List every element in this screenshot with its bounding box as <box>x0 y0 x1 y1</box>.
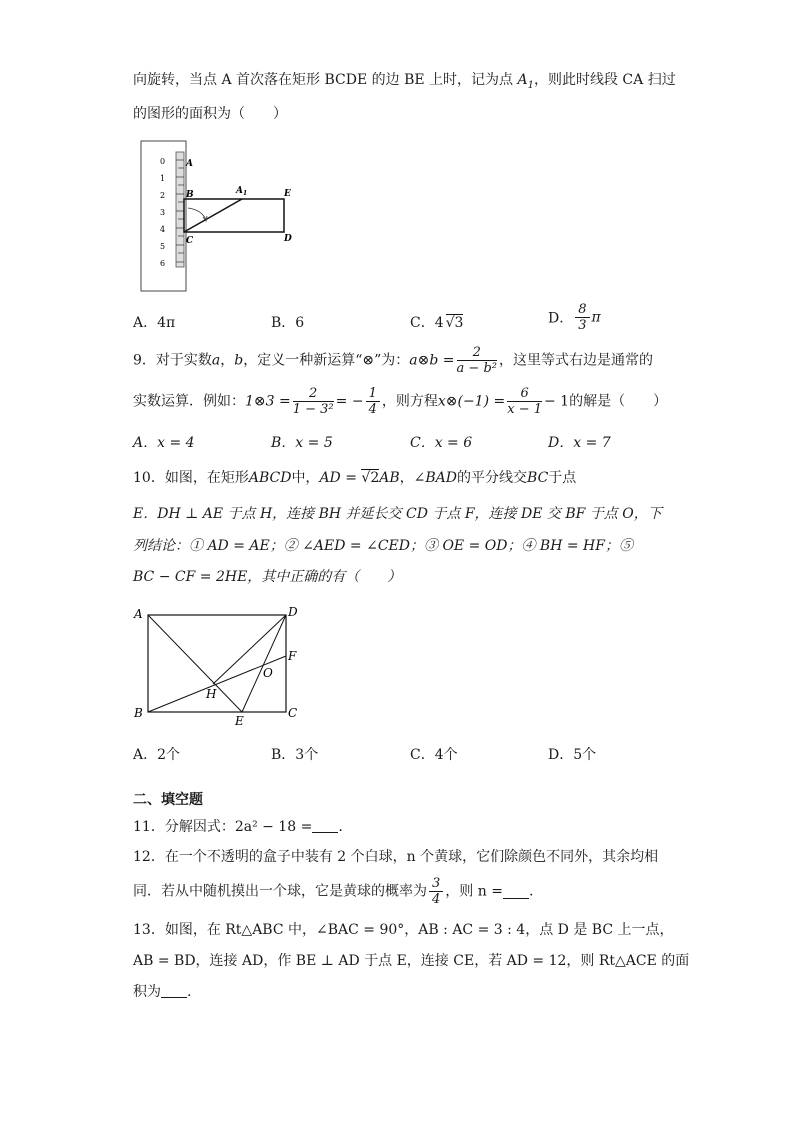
fig8-label-b: B <box>186 190 194 200</box>
q13-answer-blank[interactable] <box>161 983 187 998</box>
fig8-label-a: A <box>186 159 193 169</box>
q13-line3: 积为 . <box>133 984 192 1000</box>
section-heading-fill-in: 二、填空题 <box>133 792 203 808</box>
q8-line1: 向旋转，当点 A 首次落在矩形 BCDE 的边 BE 上时，记为点 $A_1$，则此时线段 CA 扫过 <box>133 72 676 91</box>
q8-option-a[interactable]: A．4π <box>133 315 176 331</box>
q13-line2: AB = BD，连接 AD，作 BE ⊥ AD 于点 E，连接 CE，若 AD = 12，则 Rt△ACE 的面 <box>133 953 690 969</box>
q9-option-a[interactable]: A．x = 4 <box>133 435 195 451</box>
ruler-tick-3: 3 <box>160 208 166 217</box>
q9-line2: 实数运算．例如：1⊗3 = $\frac{2}{\text{1 − 3²}}$ = − $\frac{1}{4}$ ，则方程x⊗(−1) = $\frac{6}{x - 1}$ − 1的解是（ ） <box>133 386 668 417</box>
fig10-label-h: H <box>206 687 217 701</box>
fig10-label-b: B <box>134 706 143 720</box>
q10-line4: BC − CF = 2HE，其中正确的有（ ） <box>133 569 402 585</box>
fig10-label-c: C <box>288 706 298 720</box>
q10-option-b[interactable]: B．3个 <box>271 747 319 763</box>
ruler-tick-5: 5 <box>160 242 166 251</box>
q9-line1: 9．对于实数a，b，定义一种新运算“⊗”为：a⊗b = $\frac{2}{\text{a − b²}}$ ，这里等式右边是通常的 <box>133 345 653 376</box>
q8-option-d[interactable]: D． $\frac{8}{3}$ π <box>548 302 601 333</box>
q10-line1: 10．如图，在矩形ABCD中，AD = √2AB，∠BAD的平分线交BC于点 <box>133 470 577 486</box>
q10-option-c[interactable]: C．4个 <box>410 747 458 763</box>
q10-option-a[interactable]: A．2个 <box>133 747 181 763</box>
ruler-tick-2: 2 <box>160 191 166 200</box>
fig8-label-e: E <box>284 189 291 199</box>
ruler-tick-1: 1 <box>160 174 166 183</box>
q9-option-b[interactable]: B．x = 5 <box>271 435 333 451</box>
fig8-label-d: D <box>284 234 292 244</box>
q9-option-c[interactable]: C．x = 6 <box>410 435 473 451</box>
ruler-tick-0: 0 <box>160 157 166 166</box>
point-a1: $A_1$ <box>517 72 534 91</box>
q11-answer-blank[interactable] <box>312 818 338 833</box>
q10-rectangle-figure <box>130 600 310 730</box>
q10-option-d[interactable]: D．5个 <box>548 747 597 763</box>
q13-line1: 13．如图，在 Rt△ABC 中，∠BAC = 90°，AB : AC = 3 : 4，点 D 是 BC 上一点， <box>133 922 674 938</box>
ruler-tick-6: 6 <box>160 259 166 268</box>
q10-line2: E．DH ⊥ AE 于点 H，连接 BH 并延长交 CD 于点 F，连接 DE 交 BF 于点 O，下 <box>133 506 662 522</box>
q8-line2: 的图形的面积为（ ） <box>133 106 287 122</box>
q11: 11．分解因式：2a² − 18 = . <box>133 819 343 835</box>
ruler-tick-4: 4 <box>160 225 166 234</box>
fig10-label-e: E <box>235 714 244 728</box>
q8-option-c[interactable]: C．4 √3 <box>410 315 464 331</box>
fig10-label-o: O <box>263 666 273 680</box>
q9-option-d[interactable]: D．x = 7 <box>548 435 611 451</box>
q8-option-b[interactable]: B．6 <box>271 315 305 331</box>
fig10-label-d: D <box>288 605 298 619</box>
fig8-label-c: C <box>186 236 194 246</box>
q10-line3: 列结论：① AD = AE；② ∠AED = ∠CED；③ OE = OD；④ BH = HF；⑤ <box>133 538 633 554</box>
fig8-label-a1: $A_1$ <box>236 186 248 197</box>
q8-ruler-figure <box>140 140 310 295</box>
fig10-label-f: F <box>288 649 297 663</box>
fig10-label-a: A <box>134 607 143 621</box>
q12-line2: 同．若从中随机摸出一个球，它是黄球的概率为 $\frac{3}{4}$ ，则 n = . <box>133 876 534 907</box>
q12-line1: 12．在一个不透明的盒子中装有 2 个白球，n 个黄球，它们除颜色不同外，其余均相 <box>133 849 659 865</box>
q12-answer-blank[interactable] <box>503 884 529 899</box>
